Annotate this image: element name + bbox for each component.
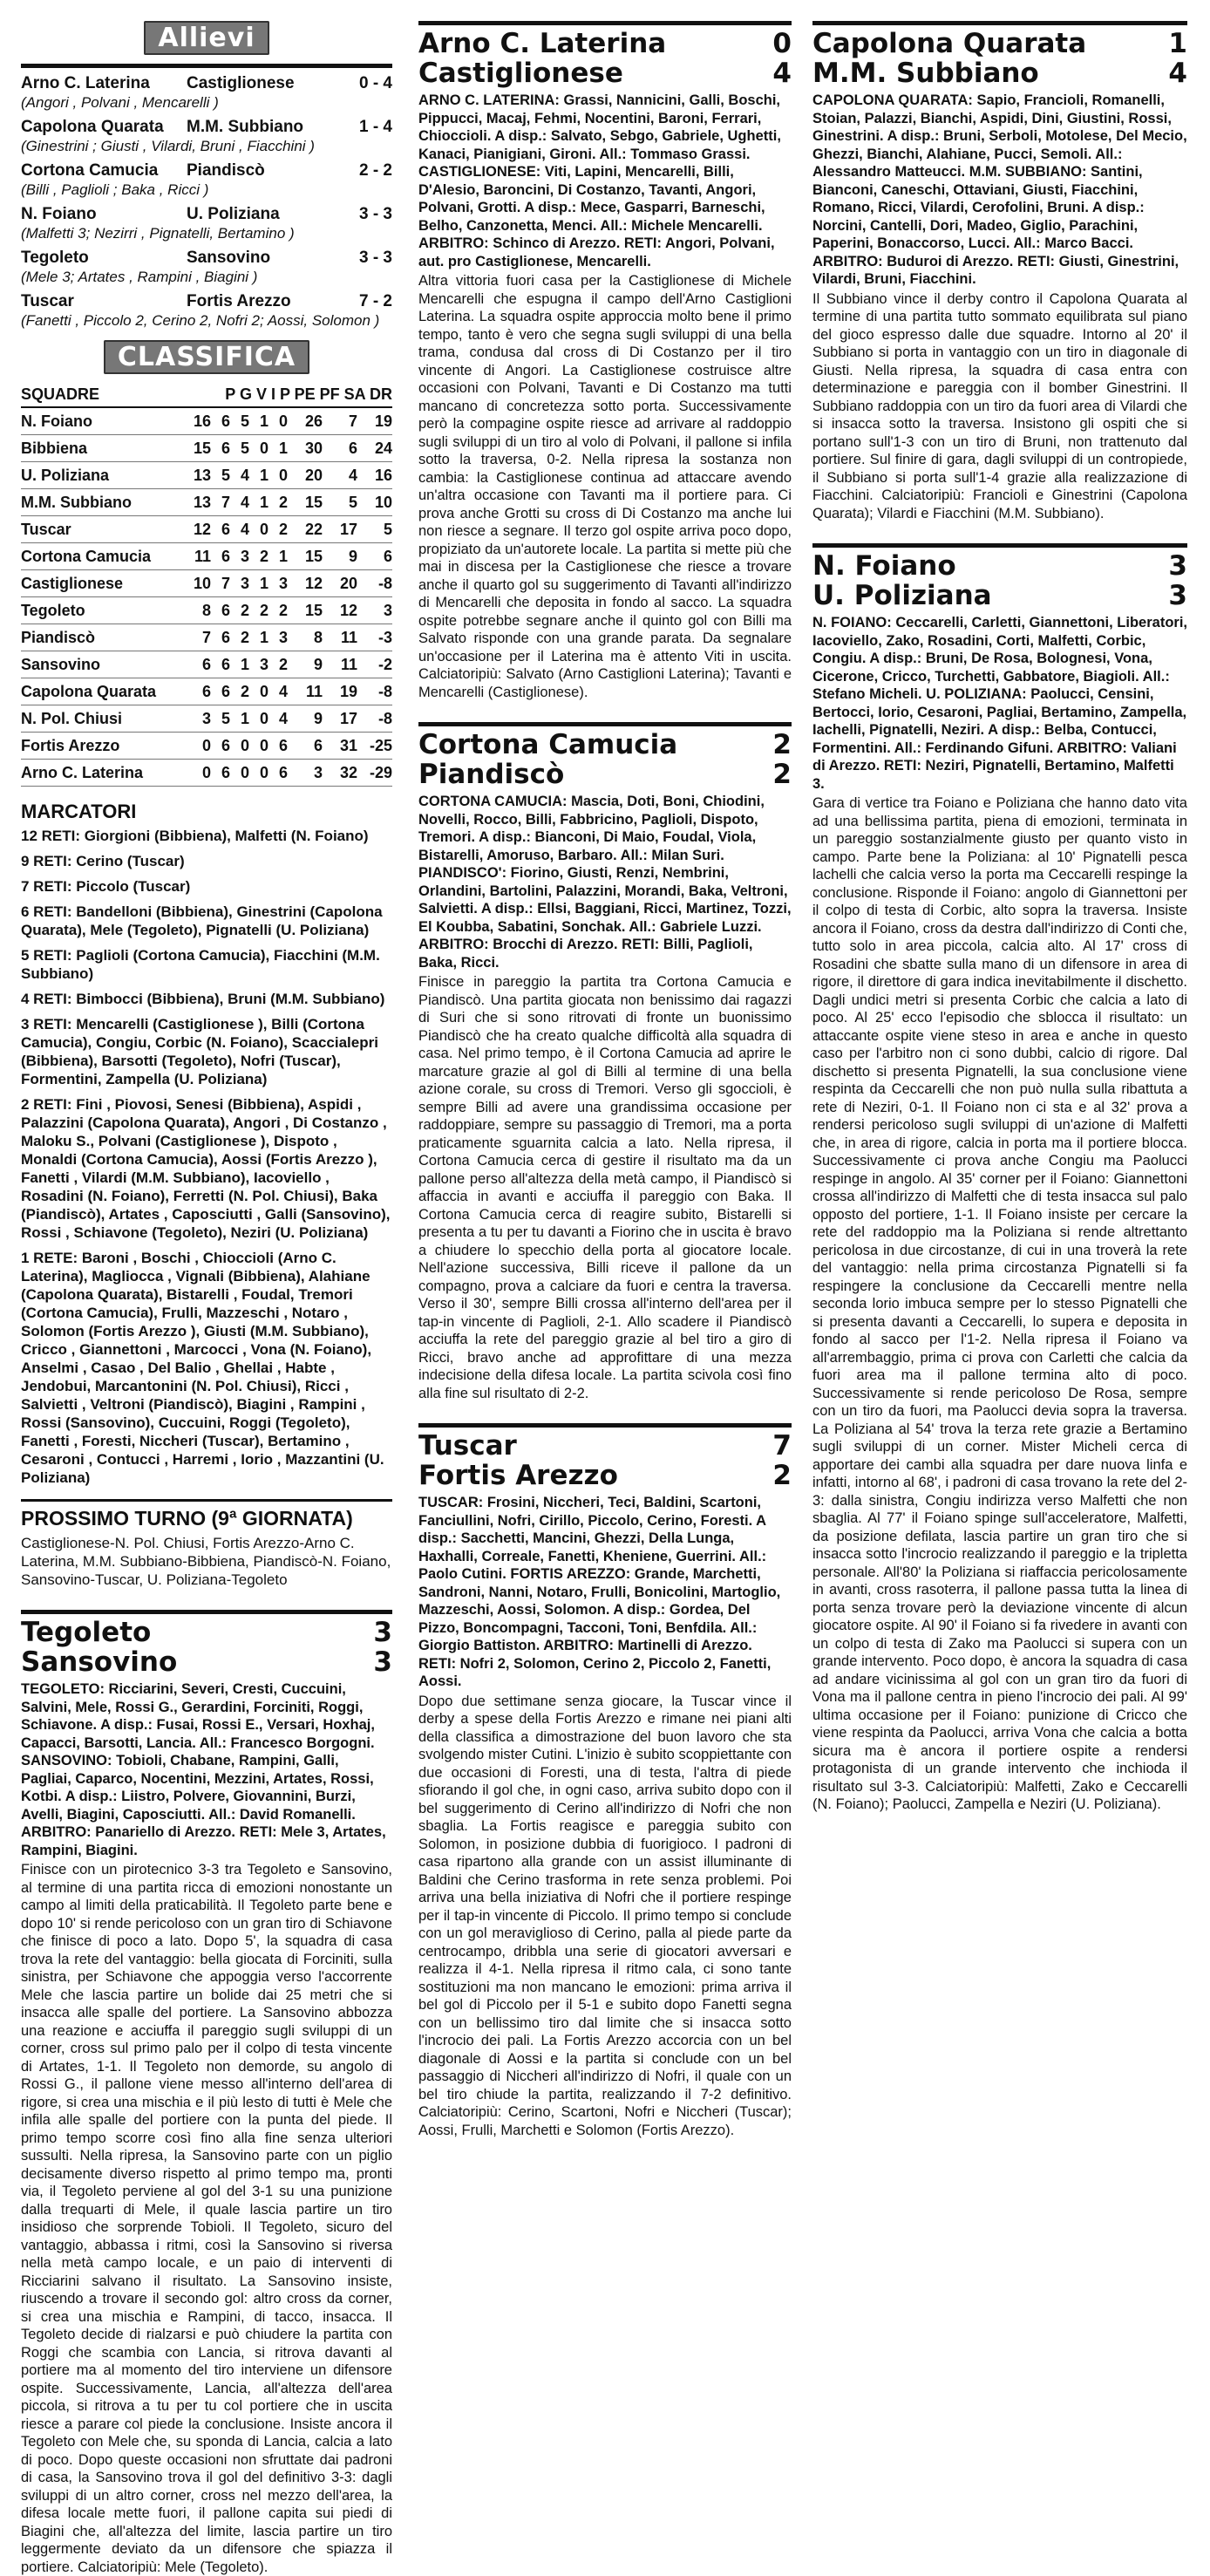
standings-cell: Sansovino xyxy=(21,651,192,678)
match-away-line xyxy=(418,58,792,88)
match-away-line xyxy=(418,1461,792,1490)
match-away-goals: 2 xyxy=(772,759,792,790)
standings-cell: 6 xyxy=(211,435,230,462)
standings-cell: 6 xyxy=(357,543,392,570)
standings-cell: 16 xyxy=(357,462,392,489)
match-formations: ARNO C. LATERINA: Grassi, Nannicini, Galli, Boschi, Pippucci, Macaj, Fehmi, Nocentini, Baroni, Ferrari, Chioccioli. A disp.: Salvato, Sebgo, Gabriele, Ughetti, Kanaci, Pianigiani, Gironi. All.: Tommaso Grassi. CASTIGLIONESE: Viti, Lapini, Mencarelli, Billi, D'Alesio, Baroncini, Di Costanzo, Tavanti, Angori, Polvani, Grotti. A disp.: Mece, Gasparri, Barneschi, Belho, Canzonetta, Menci. All.: Michele Mencarelli. ARBITRO: Schinco di Arezzo. RETI: Angori, Polvani, aut. pro Castiglionese, Mencarelli. xyxy=(418,92,781,269)
standings-cell: 9 xyxy=(288,651,323,678)
standings-cell: 7 xyxy=(211,489,230,516)
column-right xyxy=(812,21,1187,1814)
standings-cell: 5 xyxy=(230,435,249,462)
standings-cell: 12 xyxy=(323,597,357,624)
match-home-line xyxy=(812,551,1187,581)
marcatori-title: MARCATORI xyxy=(21,801,137,822)
result-score: 2 - 2 xyxy=(358,161,392,180)
scorer-line: 2 RETI: Fini , Piovosi, Senesi (Bibbiena), Aspidi , Palazzini (Capolona Quarata), Angori , Di Costanzo , Maloku S., Polvani (Castiglionese ), Dispoto , Monaldi (Cortona Camucia), Aossi (Fortis Arezzo ), Fanetti , Vilardi (M.M. Subbiano), Iacoviello , Rosadini (N. Foiano), Ferretti (N. Pol. Chiusi), Baka (Piandiscò), Artates , Caposciutti , Galli (Sansovino), Rossi , Schiavone (Tegoleto), Neziri (U. Poliziana) xyxy=(21,1096,391,1241)
match-home-line xyxy=(21,1618,392,1647)
standings-cell: 3 xyxy=(269,570,288,597)
match-home-team: Tuscar xyxy=(418,1430,517,1462)
result-score: 0 - 4 xyxy=(358,74,392,92)
result-item xyxy=(21,248,392,286)
match-text: Altra vittoria fuori casa per la Castiglionese di Michele Mencarelli che espugna il campo dell'Arno Castiglioni Laterina. La squadra ospite approccia molto bene il primo tempo, tanto è vero che segna sugli sviluppi di una bella trama, condusa dal cross di Di Costanzo per il tiro vincente di Angori. La Castiglionese costruisce altre occasioni con Polvani, Tavanti e Di Costanzo ma tutti mancano di concretezza sotto porta. Successivamente però la compagine ospite riesce ad arrivare al raddoppio sugli sviluppi di un tiro al volo di Polvani, il pallone si infila sotto la traversa, 0-2. Nella ripresa la sostanza non cambia: la Castiglionese continua ad attaccare avendo un'altra occasione con Tavanti ma il portiere para. Ci prova anche Grotti su cross di Di Costanzo ma anche lui non riesce a segnare. Il terzo gol ospite arriva poco dopo, propiziato da un'autorete locale. La partita si mette più che mai in discesa per la Castiglionese che riesce a trovare anche il quarto gol su suggerimento di Tavanti all'indirizzo di Mencarelli che deposita in fondo al sacco. La squadra ospite potrebbe segnare anche il quinto gol con Billi ma Salvato risponde con una grande parata. Da segnalare un'occasione per il Laterina ma è attento Viti in uscita. Calciatoripiù: Salvato (Arno Castiglioni Laterina); Tavanti e Mencarelli (Castiglionese). xyxy=(418,273,792,700)
standings-cell: Tegoleto xyxy=(21,597,192,624)
standings-cell: 0 xyxy=(249,678,269,705)
standings-row xyxy=(21,678,392,705)
standings-cell: 6 xyxy=(211,760,230,787)
result-home: Arno C. Laterina xyxy=(21,74,150,92)
standings-cell: 2 xyxy=(269,651,288,678)
standings-row xyxy=(21,407,392,435)
standings-cell: 4 xyxy=(230,516,249,543)
match-home-team: Arno C. Laterina xyxy=(418,28,667,59)
standings-cell: 4 xyxy=(230,489,249,516)
standings-cell: Castiglionese xyxy=(21,570,192,597)
standings-cell: 3 xyxy=(230,570,249,597)
standings-cell: 0 xyxy=(249,733,269,760)
standings-cell: 6 xyxy=(211,678,230,705)
standings-cell: 6 xyxy=(323,435,357,462)
standings-row xyxy=(21,435,392,462)
result-away: Castiglionese xyxy=(187,74,295,92)
standings-cell: 2 xyxy=(249,543,269,570)
standings-cell: -25 xyxy=(357,733,392,760)
standings-cell: 20 xyxy=(323,570,357,597)
result-row xyxy=(21,117,392,137)
standings-cell: 4 xyxy=(323,462,357,489)
standings-header-cell: P G V I P PE PF SA DR xyxy=(192,383,392,407)
standings-cell: 2 xyxy=(230,678,249,705)
scorer-line: 12 RETI: Giorgioni (Bibbiena), Malfetti (N. Foiano) xyxy=(21,828,369,844)
standings-cell: 12 xyxy=(192,516,211,543)
standings-cell: 5 xyxy=(357,516,392,543)
standings-cell: 7 xyxy=(192,624,211,651)
result-home: Cortona Camucia xyxy=(21,161,159,180)
standings-cell: 6 xyxy=(211,543,230,570)
standings-header-row xyxy=(21,383,392,407)
standings-cell: 6 xyxy=(211,516,230,543)
result-row xyxy=(21,248,392,268)
result-item xyxy=(21,73,392,112)
scorer-line: 7 RETI: Piccolo (Tuscar) xyxy=(21,878,191,895)
standings-cell: 0 xyxy=(249,516,269,543)
match-header xyxy=(812,543,1187,610)
standings-cell: Bibbiena xyxy=(21,435,192,462)
standings-cell: 0 xyxy=(192,733,211,760)
result-scorers: (Malfetti 3; Nezirri , Pignatelli, Bertamino ) xyxy=(21,225,295,242)
results-list xyxy=(21,73,392,330)
standings-cell: 11 xyxy=(192,543,211,570)
standings-cell: 22 xyxy=(288,516,323,543)
standings-cell: 13 xyxy=(192,462,211,489)
standings-cell: Capolona Quarata xyxy=(21,678,192,705)
match-away-line xyxy=(418,760,792,789)
standings-header-cell: SQUADRE xyxy=(21,383,192,407)
match-home-goals: 1 xyxy=(1168,28,1187,59)
standings-cell: 7 xyxy=(211,570,230,597)
standings-cell: 10 xyxy=(357,489,392,516)
standings-cell: 1 xyxy=(249,462,269,489)
result-row xyxy=(21,160,392,181)
match-away-team: Piandiscò xyxy=(418,759,565,790)
result-scorers: (Billi , Paglioli ; Baka , Ricci ) xyxy=(21,181,209,198)
standings-cell: 19 xyxy=(357,407,392,435)
scorer-line: 4 RETI: Bimbocci (Bibbiena), Bruni (M.M. Subbiano) xyxy=(21,991,385,1007)
match-report xyxy=(418,722,792,1402)
standings-cell: 17 xyxy=(323,705,357,733)
standings-cell: 3 xyxy=(269,624,288,651)
standings-cell: 9 xyxy=(288,705,323,733)
standings-cell: 5 xyxy=(230,407,249,435)
match-home-goals: 3 xyxy=(373,1617,392,1648)
standings-cell: 6 xyxy=(211,651,230,678)
match-away-team: U. Poliziana xyxy=(812,580,992,611)
standings-cell: 24 xyxy=(357,435,392,462)
standings-cell: 1 xyxy=(249,489,269,516)
column-middle xyxy=(418,21,792,2139)
match-header xyxy=(418,1423,792,1490)
standings-cell: 0 xyxy=(230,733,249,760)
standings-cell: 1 xyxy=(249,624,269,651)
standings-cell: 2 xyxy=(230,624,249,651)
result-scorers: (Fanetti , Piccolo 2, Cerino 2, Nofri 2; Aossi, Solomon ) xyxy=(21,312,380,329)
match-home-goals: 2 xyxy=(772,729,792,760)
standings-cell: 7 xyxy=(323,407,357,435)
match-away-line xyxy=(21,1647,392,1677)
standings-cell: -8 xyxy=(357,570,392,597)
match-report xyxy=(812,543,1187,1814)
match-home-goals: 3 xyxy=(1168,550,1187,582)
standings-cell: 1 xyxy=(269,435,288,462)
standings-cell: 0 xyxy=(230,760,249,787)
standings-cell: 11 xyxy=(323,651,357,678)
standings-cell: 4 xyxy=(230,462,249,489)
standings-cell: 2 xyxy=(230,597,249,624)
standings-cell: 5 xyxy=(211,462,230,489)
match-away-goals: 2 xyxy=(772,1460,792,1491)
standings-row xyxy=(21,733,392,760)
standings-cell: 4 xyxy=(269,678,288,705)
match-home-line xyxy=(418,730,792,760)
scorers-list xyxy=(21,827,392,1487)
standings-cell: 0 xyxy=(249,705,269,733)
match-away-team: Sansovino xyxy=(21,1646,178,1678)
standings-cell: 15 xyxy=(288,489,323,516)
match-home-line xyxy=(418,1431,792,1461)
match-home-team: N. Foiano xyxy=(812,550,956,582)
standings-cell: -29 xyxy=(357,760,392,787)
standings-cell: 4 xyxy=(269,705,288,733)
match-text: Gara di vertice tra Foiano e Poliziana che hanno dato vita ad una bellissima partita, piena di emozioni, terminata in un pareggio sostanzialmente giusto per quanto visto in campo. Parte bene la Poliziana: al 10' Pignatelli pesca lachelli che calcia verso la porta ma Ceccarelli respinge la conclusione. Risponde il Foiano: angolo di Giannettoni per il colpo di testa di Corbic, alto sopra la traversa. Insiste ancora il Foiano, cross da destra dall'indirizzo di Conti che, tutto solo in area piccola, calcia alto. Al 17' cross di Rosadini che sbatte sulla mano di un difensore in area di rigore, il direttore di gara indica inevitabilmente il dischetto. Dagli undici metri si presenta Corbic che calcia a lato di poco. Al 25' ecco l'episodio che sblocca il risultato: un attaccante ospite viene steso in area e anche in questo caso per l'arbitro non ci sono dubbi, calcio di rigore. Dal dischetto si presenta Pignatelli, la sua conclusione viene respinta da Ceccarelli che non può nulla sulla ribattuta a rete di Neziri, 0-1. Il Foiano non ci sta e al 32' prova a rendersi pericoloso sugli sviluppi di un'azione di Malfetti che, in area di rigore, calcia in porta ma il portiere blocca. Successivamente ci prova anche Congiu ma Paolucci respinge in angolo. Al 35' corner per il Foiano: Giannettoni crossa all'indirizzo di Malfetti che di testa insacca sul palo opposto del portiere, 1-1. Il Foiano insiste per cercare la rete del raddoppio ma la Poliziana si rende altrettanto pericolosa in due circostanze, di cui in una troverà la rete del vantaggio: nella prima circostanza Pignatelli si fa respingere la conclusione da Ceccarelli mentre nella seconda lorio imbuca sempre per lo stesso Pignatelli che si presenta davanti a Ceccarelli, lo supera e deposita in fondo al sacco per l'1-2. Nella ripresa il Foiano va all'arrembaggio, prima ci prova con Carletti che calcia da fuori area ma il pallone termina alto di poco. Successivamente si rende pericoloso De Rosa, sempre con un tiro da fuori, ma Paolucci devia sopra la traversa. La Poliziana al 54' trova la terza rete grazie a Bertamino sugli sviluppi di un corner. Mister Micheli cerca di apportare dei cambi alla squadra per dare nuova linfa e infatti, intorno al 68', i padroni di casa trovano la rete del 2-3: dalla sinistra, Congiu indirizza verso Malfetti che non sbaglia. Al 77' il Foiano spinge sull'acceleratore, Malfetti, da posizione defilata, lascia partire un gran tiro che si insacca sotto l'incrocio realizzando il pareggio e la tripletta personale. All'80' la Poliziana si riaffaccia pericolosamente in avanti, cross rasoterra, il pallone passa tutta la linea di porta senza trovare però la deviazione vincente di alcun giocatore ospite. Al 90' il Foiano si fa rivedere in avanti con un colpo di testa di Zako ma Paolucci si supera con un grande intervento. Poco dopo, è ancora la squadra di casa ad andare vicinissima al gol con un gran tiro da fuori di Vona ma il pallone centra in pieno l'incrocio dei pali. Al 99' ultima occasione per il Foiano: punizione di Cricco che viene respinta da Paolucci, arriva Vona che calcia a botta sicura ma è ancora il portiere ospite a rendersi protagonista di un grande intervento che inchioda il risultato sul 3-3. Calciatoripiù: Malfetti, Zako e Ceccarelli (N. Foiano); Paolucci, Zampella e Neziri (U. Poliziana). xyxy=(812,795,1187,1812)
match-home-line xyxy=(812,29,1187,58)
match-report xyxy=(812,21,1187,522)
match-text: Finisce con un pirotecnico 3-3 tra Tegoleto e Sansovino, al termine di una partita ricca di emozioni nonostante un campo al limiti della praticabilità. Il Tegoleto parte bene e dopo 10' si rende pericoloso con un gran tiro di Schiavone che finisce di poco a lato. Dopo 5', la squadra di casa trova la rete del vantaggio: bella giocata di Forciniti, sulla sinistra, per Schiavone che appoggia verso l'accorrente Mele che lascia partire un bolide dai 25 metri che si insacca alle spalle del portiere. La Sansovino abbozza una reazione e acciuffa il pareggio sugli sviluppi di un corner, cross sul primo palo per il colpo di testa vincente di Artates, 1-1. Il Tegoleto non demorde, su angolo di Rossi G., il pallone viene messo all'interno dell'area di rigore, si crea una mischia e il più lesto di tutti è Mele che infila alle spalle del portiere con la punta del piede. Il primo tempo scorre così fino alla fine senza ulteriori sussulti. Nella ripresa, la Sansovino parte con un piglio decisamente diverso rispetto al primo tempo ma, pronti via, il Tegoleto perviene al gol del 3-1 su una punizione dalla trequarti di Mele, il quale lascia partire un tiro insidioso che sorprende Tobioli. Il Tegoleto, sicuro del vantaggio, abbassa i ritmi, così la Sansovino si riversa nella metà campo locale, e un paio di interventi di Ricciarini salvano il risultato. La Sansovino insiste, riuscendo a trovare il secondo gol: altro cross da corner, si crea una mischia e Rampini, di tacco, insacca. Il Tegoleto decide di rialzarsi e può chiudere la partita con Roggi che scambia con Lancia, si ritrova davanti al portiere ma al momento del tiro interviene un difensore ospite. Successivamente, Lancia, all'altezza dell'area piccola, si ritrova a tu per tu col portiere che in uscita riesce a parare col piede la conclusione. Insiste ancora il Tegoleto con Mele che, su sponda di Lancia, calcia a lato di poco. Dopo queste occasioni non sfruttate dai padroni di casa, la Sansovino trova il gol del definitivo 3-3: dagli sviluppi di un altro corner, cross nel mezzo dell'area, la difesa locale mette fuori, il pallone capita sui piedi di Biagini che, all'altezza del limite, lascia partire un tiro leggermente deviato da un difensore che spiazza il portiere. Calciatoripiù: Mele (Tegoleto). xyxy=(21,1862,392,2575)
match-away-line xyxy=(812,581,1187,610)
standings-cell: 2 xyxy=(269,516,288,543)
result-row xyxy=(21,291,392,311)
scorer-line: 5 RETI: Paglioli (Cortona Camucia), Fiacchini (M.M. Subbiano) xyxy=(21,947,380,982)
match-home-line xyxy=(418,29,792,58)
standings-cell: 32 xyxy=(323,760,357,787)
standings-row xyxy=(21,597,392,624)
match-formations: CAPOLONA QUARATA: Sapio, Francioli, Romanelli, Stoian, Palazzi, Bianchi, Aspidi, Dini, Giustini, Rossi, Ginestrini. A disp.: Bruni, Serboli, Motolese, Del Mecio, Ghezzi, Bianchi, Alahiane, Pucci, Semoli. All.: Alessandro Matteucci. M.M. SUBBIANO: Santini, Bianconi, Caneschi, Ottaviani, Giusti, Fiacchini, Romano, Ricci, Vilardi, Cerofolini, Bruni. A disp.: Norcini, Cantelli, Dori, Madeo, Giglio, Parachini, Paperini, Bonaccorso, Lucci. All.: Marco Bacci. ARBITRO: Buduroi di Arezzo. RETI: Giusti, Ginestrini, Vilardi, Bruni, Fiacchini. xyxy=(812,92,1187,287)
match-header xyxy=(812,21,1187,88)
match-home-team: Tegoleto xyxy=(21,1617,152,1648)
standings-cell: -3 xyxy=(357,624,392,651)
standings-cell: 0 xyxy=(249,435,269,462)
standings-cell: 11 xyxy=(288,678,323,705)
standings-cell: 19 xyxy=(323,678,357,705)
standings-row xyxy=(21,543,392,570)
result-home: Tegoleto xyxy=(21,249,89,267)
standings-cell: 5 xyxy=(323,489,357,516)
column-left xyxy=(21,21,392,2576)
standings-row xyxy=(21,489,392,516)
result-score: 3 - 3 xyxy=(358,249,392,267)
result-away: M.M. Subbiano xyxy=(187,118,304,136)
classifica-title: CLASSIFICA xyxy=(104,340,309,374)
standings-cell: 3 xyxy=(192,705,211,733)
divider xyxy=(21,64,392,68)
standings-cell: 6 xyxy=(211,407,230,435)
scorer-line: 1 RETE: Baroni , Boschi , Chioccioli (Arno C. Laterina), Magliocca , Vignali (Bibbiena), Alahiane (Capolona Quarata), Bistarelli , Foudal, Tremori (Cortona Camucia), Frulli, Mazzeschi , Notaro , Solomon (Fortis Arezzo ), Giusti (M.M. Subbiano), Cricco , Giannettoni , Marcocci , Vona (N. Foiano), Anselmi , Casao , Del Balio , Ghellai , Habte , Jendobui, Marcantonini (N. Pol. Chiusi), Ricci , Salvietti , Veltroni (Piandiscò), Biagini , Rampini , Rossi (Sansovino), Cuccuini, Roggi (Tegoleto), Fanetti , Foresti, Niccheri (Tuscar), Bertamino , Cesaroni , Contucci , Harremi , Iorio , Mazzantini (U. Poliziana) xyxy=(21,1250,384,1486)
match-away-goals: 3 xyxy=(1168,580,1187,611)
standings-cell: 2 xyxy=(249,597,269,624)
standings-row xyxy=(21,462,392,489)
scorer-line: 9 RETI: Cerino (Tuscar) xyxy=(21,853,185,869)
standings-table xyxy=(21,383,392,787)
scorer-line: 6 RETI: Bandelloni (Bibbiena), Ginestrini (Capolona Quarata), Mele (Tegoleto), Pignatelli (U. Poliziana) xyxy=(21,903,383,938)
standings-cell: 5 xyxy=(211,705,230,733)
result-home: N. Foiano xyxy=(21,205,97,223)
match-area-left xyxy=(21,1610,392,2576)
standings-cell: 20 xyxy=(288,462,323,489)
match-away-team: Fortis Arezzo xyxy=(418,1460,618,1491)
standings-cell: -8 xyxy=(357,705,392,733)
result-row xyxy=(21,204,392,224)
standings-cell: 6 xyxy=(288,733,323,760)
match-away-team: Castiglionese xyxy=(418,58,623,89)
standings-body xyxy=(21,407,392,787)
result-scorers: (Mele 3; Artates , Rampini , Biagini ) xyxy=(21,269,258,285)
result-item xyxy=(21,160,392,199)
standings-cell: 16 xyxy=(192,407,211,435)
match-report xyxy=(418,21,792,701)
standings-cell: 3 xyxy=(288,760,323,787)
standings-row xyxy=(21,570,392,597)
standings-row xyxy=(21,705,392,733)
match-away-goals: 4 xyxy=(1168,58,1187,89)
standings-cell: 15 xyxy=(192,435,211,462)
standings-cell: Fortis Arezzo xyxy=(21,733,192,760)
match-away-goals: 4 xyxy=(772,58,792,89)
standings-cell: 9 xyxy=(323,543,357,570)
standings-cell: 6 xyxy=(211,624,230,651)
standings-cell: 6 xyxy=(211,597,230,624)
standings-cell: 15 xyxy=(288,543,323,570)
standings-cell: Piandiscò xyxy=(21,624,192,651)
standings-cell: 1 xyxy=(249,407,269,435)
standings-cell: 31 xyxy=(323,733,357,760)
match-text: Finisce in pareggio la partita tra Cortona Camucia e Piandiscò. Una partita giocata non benissimo dai ragazzi di Suri che si sono ritrovati di fronte un buonissimo Piandiscò che ha creato qualche difficoltà alla squadra di casa. Nel primo tempo, è il Cortona Camucia ad aprire le marcature grazie al gol di Billi al termine di una bella azione corale, su cross di Tremori. Verso gli sgoccioli, è sempre Billi ad avere una grandissima occasione per raddoppiare, sempre su passaggio di Tremori, ma a porta praticamente sguarnita calcia a lato. Nella ripresa, il Cortona Camucia cerca di gestire il risultato ma da un pallone perso all'altezza della metà campo, il Piandiscò si affaccia in avanti e acciuffa il pareggio con Baka. Il Cortona Camucia cerca di reagire subito, Bistarelli si presenta a tu per tu davanti a Fiorino che in uscita è bravo a chiudere lo specchio della porta al giocatore locale. Nell'azione successiva, Billi riceve il pallone da un compagno, prova a calciare da fuori e centra la traversa. Verso il 30', sempre Billi crossa all'interno dell'area per il tap-in vincente di Paglioli, 2-1. Allo scadere il Piandiscò acciuffa la rete del pareggio grazie al bel tiro a giro di Ricci, bravo anche ad approfittare di una mezza indecisione della difesa locale. La partita scivola così fino alla fine sul risultato di 2-2. xyxy=(418,974,792,1401)
standings-cell: 1 xyxy=(230,705,249,733)
standings-cell: 3 xyxy=(249,651,269,678)
standings-cell: N. Foiano xyxy=(21,407,192,435)
standings-cell: Cortona Camucia xyxy=(21,543,192,570)
allievi-header xyxy=(21,21,392,55)
match-away-team: M.M. Subbiano xyxy=(812,58,1039,89)
scorer-line: 3 RETI: Mencarelli (Castiglionese ), Billi (Cortona Camucia), Congiu, Corbic (N. Foiano), Scaccialepri (Bibbiena), Barsotti (Tegoleto), Nofri (Tuscar), Formentini, Zampella (U. Poliziana) xyxy=(21,1016,378,1087)
match-header xyxy=(418,21,792,88)
allievi-title: Allievi xyxy=(144,21,269,55)
standings-row xyxy=(21,624,392,651)
result-row xyxy=(21,73,392,93)
standings-cell: 6 xyxy=(211,733,230,760)
result-away: Fortis Arezzo xyxy=(187,292,291,310)
result-scorers: (Ginestrini ; Giusti , Vilardi, Bruni , Fiacchini ) xyxy=(21,138,315,154)
standings-cell: -2 xyxy=(357,651,392,678)
standings-cell: 10 xyxy=(192,570,211,597)
standings-row xyxy=(21,651,392,678)
standings-row xyxy=(21,760,392,787)
standings-cell: 6 xyxy=(269,760,288,787)
result-away: U. Poliziana xyxy=(187,205,280,223)
standings-cell: 2 xyxy=(269,489,288,516)
match-home-goals: 7 xyxy=(772,1430,792,1462)
result-away: Sansovino xyxy=(187,249,271,267)
standings-cell: 17 xyxy=(323,516,357,543)
match-report xyxy=(418,1423,792,2139)
standings-cell: 1 xyxy=(269,543,288,570)
standings-cell: 8 xyxy=(288,624,323,651)
next-round-title: PROSSIMO TURNO (9ª GIORNATA) xyxy=(21,1499,392,1530)
standings-cell: 30 xyxy=(288,435,323,462)
standings-cell: 1 xyxy=(230,651,249,678)
standings-cell: 15 xyxy=(288,597,323,624)
standings-cell: Tuscar xyxy=(21,516,192,543)
result-away: Piandiscò xyxy=(187,161,265,180)
match-away-line xyxy=(812,58,1187,88)
standings-cell: 11 xyxy=(323,624,357,651)
standings-cell: 13 xyxy=(192,489,211,516)
standings-cell: M.M. Subbiano xyxy=(21,489,192,516)
result-score: 1 - 4 xyxy=(358,118,392,136)
standings-cell: -8 xyxy=(357,678,392,705)
standings-cell: 0 xyxy=(192,760,211,787)
next-round-text: Castiglionese-N. Pol. Chiusi, Fortis Arezzo-Arno C. Laterina, M.M. Subbiano-Bibbiena, Piandiscò-N. Foiano, Sansovino-Tuscar, U. Poliziana-Tegoleto xyxy=(21,1535,391,1588)
match-formations: N. FOIANO: Ceccarelli, Carletti, Giannettoni, Liberatori, Iacoviello, Zako, Rosadini, Corti, Malfetti, Corbic, Congiu. A disp.: Bruni, De Rosa, Bolognesi, Vona, Cicerone, Cricco, Turchetti, Gabbatore, Biagioli. All.: Stefano Micheli. U. POLIZIANA: Paolucci, Censini, Bertocci, Iorio, Cesaroni, Pagliai, Bertamino, Zampella, Iachelli, Pignatelli, Neziri. A disp.: Belba, Contucci, Formentini. All.: Ferdinando Gifuni. ARBITRO: Valiani di Arezzo. RETI: Neziri, Pignatelli, Bertamino, Malfetti 3. xyxy=(812,615,1187,792)
result-score: 7 - 2 xyxy=(358,292,392,310)
result-home: Tuscar xyxy=(21,292,74,310)
result-item xyxy=(21,204,392,242)
standings-cell: 0 xyxy=(269,407,288,435)
result-score: 3 - 3 xyxy=(358,205,392,223)
match-away-goals: 3 xyxy=(373,1646,392,1678)
result-scorers: (Angori , Polvani , Mencarelli ) xyxy=(21,94,219,111)
match-formations: TUSCAR: Frosini, Niccheri, Teci, Baldini, Scartoni, Fanciullini, Nofri, Cirillo, Piccolo, Cerino, Foresti. A disp.: Sacchetti, Mancini, Ghezzi, Della Lunga, Haxhalli, Correale, Fanetti, Kheniene, Guerrini. All.: Paolo Cutini. FORTIS AREZZO: Grande, Marchetti, Sandroni, Nanni, Notaro, Frulli, Bonicolini, Martoglio, Mazzeschi, Aossi, Solomon. A disp.: Gordea, Del Pizzo, Boncompagni, Tacconi, Toni, Benfdila. All.: Giorgio Battiston. ARBITRO: Martinelli di Arezzo. RETI: Nofri 2, Solomon, Cerino 2, Piccolo 2, Fanetti, Aossi. xyxy=(418,1495,781,1689)
standings-cell: 8 xyxy=(192,597,211,624)
match-formations: CORTONA CAMUCIA: Mascia, Doti, Boni, Chiodini, Novelli, Rocco, Billi, Fabbricino, Paglioli, Dispoto, Tremori. A disp.: Bianconi, Di Maio, Foudal, Viola, Bistarelli, Amoruso, Barbaro. All.: Milan Suri. PIANDISCO': Fiorino, Giusti, Renzi, Nembrini, Orlandini, Bartolini, Palazzini, Morandi, Baka, Veltroni, Salvietti. A disp.: Ellsi, Baggiani, Ricci, Martinez, Tozzi, El Koubba, Sabatini, Sonchak. All.: Gabriele Luzzi. ARBITRO: Brocchi di Arezzo. RETI: Billi, Paglioli, Baka, Ricci. xyxy=(418,794,792,971)
standings-cell: 6 xyxy=(192,678,211,705)
match-formations: TEGOLETO: Ricciarini, Severi, Cresti, Cuccuini, Salvini, Mele, Rossi G., Gerardini, Forciniti, Roggi, Schiavone. A disp.: Fusai, Rossi E., Versari, Hoxhaj, Capacci, Barsotti, Lancia. All.: Francesco Borgogni. SANSOVINO: Tobioli, Chabane, Rampini, Galli, Pagliai, Caparco, Nocentini, Mezzini, Artates, Rossi, Kotbi. A disp.: Liistro, Polvere, Giovannini, Burzi, Avelli, Biagini, Caposciutti. All.: David Romanelli. ARBITRO: Panariello di Arezzo. RETI: Mele 3, Artates, Rampini, Biagini. xyxy=(21,1681,386,1858)
match-home-team: Capolona Quarata xyxy=(812,28,1087,59)
standings-cell: 2 xyxy=(269,597,288,624)
standings-cell: 3 xyxy=(357,597,392,624)
standings-cell: N. Pol. Chiusi xyxy=(21,705,192,733)
standings-cell: 0 xyxy=(269,462,288,489)
standings-cell: 6 xyxy=(192,651,211,678)
match-text: Il Subbiano vince il derby contro il Capolona Quarata al termine di una partita tutto sommato equilibrata sul piano del gioco espresso dalle due squadre. Intorno al 20' il Subbiano si porta in vantaggio con un tiro in diagonale di Giusti. Nella ripresa, la squadra di casa entra con determinazione e pareggia con il bomber Ginestrini. Il Subbiano raddoppia con un tiro da fuori area di Vilardi che si insacca sotto la traversa. Insistono gli ospiti che si portano sull'1-3 con un tiro di Bruni, non trattenuto dal portiere. Sul finire di gara, dagli sviluppi di un contropiede, il Subbiano si porta sull'1-4 grazie alla realizzazione di Fiacchini. Calciatoripiù: Francioli e Ginestrini (Capolona Quarata); Vilardi e Fiacchini (M.M. Subbiano). xyxy=(812,290,1187,521)
standings-row xyxy=(21,516,392,543)
standings-cell: 3 xyxy=(230,543,249,570)
standings-cell: 26 xyxy=(288,407,323,435)
standings-cell: Arno C. Laterina xyxy=(21,760,192,787)
standings-cell: 12 xyxy=(288,570,323,597)
match-report xyxy=(21,1610,392,2576)
match-text: Dopo due settimane senza giocare, la Tuscar vince il derby a spese della Fortis Arezzo e rimane nei piani alti della classifica a dimostrazione del buon lavoro che sta svolgendo mister Cutini. L'inizio è subito scoppiettante con due occasioni di Foresti, una di testa, l'altra di piede sfiorando il gol che, in ogni caso, arriva subito dopo con il bel suggerimento di Cerino all'indirizzo di Nofri che non sbaglia. La Fortis reagisce e pareggia subito con Solomon, in posizione dubbia di fuorigioco. I padroni di casa ripartono alla grande con un assist illuminante di Baldini che Cerino trasforma in rete senza problemi. Poi arriva una bella iniziativa di Nofri che il portiere respinge per il tap-in vincente di Piccolo. Il primo tempo si conclude con un gol meraviglioso di Cerino, palla al piede parte da centrocampo, dribbla una serie di giocatori avversari e realizza il 4-1. Nella ripresa il ritmo cala, ci sono tante sostituzioni ma non mancano le emozioni: prima arriva il bel gol di Piccolo per il 5-1 e subito dopo Fanetti segna con un bellissimo tiro dal limite che si insacca sotto l'incrocio dei pali. La Fortis Arezzo accorcia con un bel diagonale di Aossi e la partita si conclude con un bel passaggio di Niccheri all'indirizzo di Nofri, il quale con un bel tiro chiude la partita, realizzando il 7-2 definitivo. Calciatoripiù: Cerino, Scartoni, Nofri e Niccheri (Tuscar); Aossi, Frulli, Marchetti e Solomon (Fortis Arezzo). xyxy=(418,1693,792,2138)
result-item xyxy=(21,117,392,155)
classifica-header xyxy=(21,340,392,374)
match-header xyxy=(418,722,792,789)
match-home-goals: 0 xyxy=(772,28,792,59)
standings-cell: 0 xyxy=(249,760,269,787)
standings-cell: 1 xyxy=(249,570,269,597)
result-item xyxy=(21,291,392,330)
match-home-team: Cortona Camucia xyxy=(418,729,678,760)
result-home: Capolona Quarata xyxy=(21,118,164,136)
standings-cell: 6 xyxy=(269,733,288,760)
match-header xyxy=(21,1610,392,1677)
standings-cell: U. Poliziana xyxy=(21,462,192,489)
